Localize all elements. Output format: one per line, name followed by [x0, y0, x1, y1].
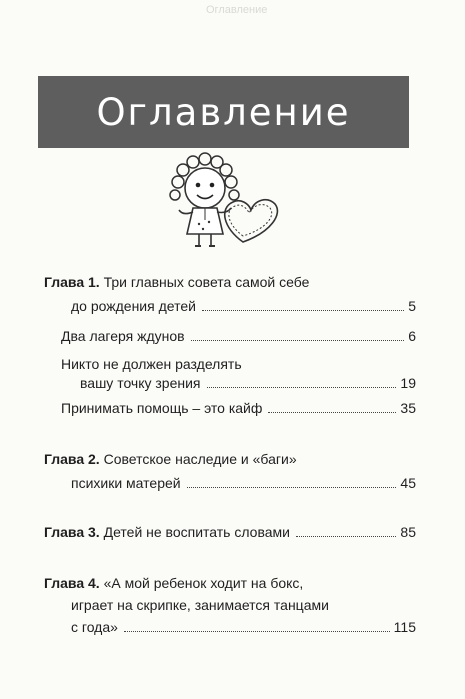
toc-entry-section[interactable]	[44, 327, 416, 345]
chapter-label: Глава 3.	[44, 524, 100, 540]
toc-entry-chapter-1[interactable]	[44, 273, 416, 315]
chapter-title-continued: играет на скрипке, занимается танцами	[71, 597, 329, 613]
chapter-title: Три главных совета самой себе	[103, 274, 310, 290]
dot-leader	[191, 340, 405, 341]
chapter-label: Глава 1.	[44, 274, 100, 290]
dot-leader	[296, 536, 396, 537]
toc-entry-section[interactable]	[44, 399, 416, 417]
toc-entry-section[interactable]	[44, 355, 416, 392]
dot-leader	[202, 310, 404, 311]
section-title: Никто не должен разделять	[61, 356, 242, 372]
title-banner	[38, 76, 409, 148]
show-through-running-head: Оглавление	[206, 4, 268, 16]
chapter-label: Глава 2.	[44, 451, 100, 467]
page-number: 35	[400, 400, 416, 416]
girl-with-heart-illustration	[163, 150, 283, 258]
page-number: 85	[400, 524, 416, 540]
dot-leader	[268, 412, 396, 413]
dot-leader	[187, 487, 397, 488]
chapter-title-continued: до рождения детей	[71, 298, 196, 314]
page-number: 19	[400, 375, 416, 391]
section-title-continued: вашу точку зрения	[80, 375, 201, 391]
toc-entry-chapter-3[interactable]	[44, 523, 416, 541]
chapter-title-continued: с года»	[71, 619, 118, 635]
page-title: Оглавление	[96, 90, 351, 134]
page-number: 115	[393, 619, 416, 635]
chapter-title: «А мой ребенок ходит на бокс,	[103, 575, 304, 591]
chapter-title: Советское наследие и «баги»	[103, 451, 297, 467]
chapter-title-continued: психики матерей	[71, 475, 181, 491]
page-number: 45	[400, 475, 416, 491]
page-number: 5	[408, 298, 416, 314]
dot-leader	[207, 387, 397, 388]
chapter-label: Глава 4.	[44, 575, 100, 591]
chapter-title: Детей не воспитать словами	[103, 524, 290, 540]
dot-leader	[124, 631, 390, 632]
page-number: 6	[408, 328, 416, 344]
section-title: Принимать помощь – это кайф	[61, 400, 263, 416]
toc-entry-chapter-2[interactable]	[44, 450, 416, 492]
toc-entry-chapter-4[interactable]	[44, 574, 416, 636]
section-title: Два лагеря ждунов	[61, 328, 185, 344]
